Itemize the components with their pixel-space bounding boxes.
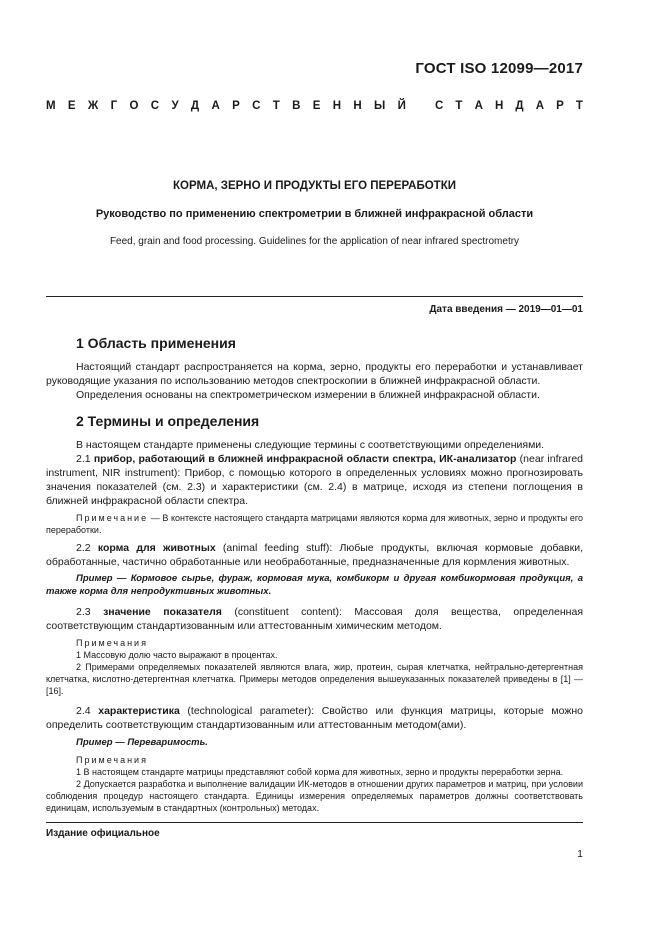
document-title-english: Feed, grain and food processing. Guidelines for the application of near infrared spectrometry	[109, 236, 520, 247]
banner-word-interstate	[46, 100, 406, 112]
document-body	[46, 334, 583, 814]
section-1-heading: 1 Область применения	[76, 335, 236, 351]
banner-letter: Ы	[374, 100, 386, 112]
term-number: 2.4	[76, 705, 91, 717]
banner-letter: М	[46, 100, 56, 112]
banner-letter: О	[129, 100, 139, 112]
example-2-4: Пример — Переваримость.	[76, 737, 208, 748]
banner-letter: Т	[272, 100, 280, 112]
banner-letter: Г	[110, 100, 118, 112]
term-definition: (near infrared instrument, NIR instrument): Прибор, с помощью которого в определенных условиях можно прогнозировать значения показателей (см. 2.3) и характеристики (см. 2.4) в матрице, исходя из степени поглощения в ближней инфракрасной области спектра.	[46, 453, 583, 507]
note-label: Примечание	[76, 513, 149, 523]
note-item: 2 Допускается разработка и выполнение валидации ИК-методов в отношении других параметров и матриц, при условии соблюдения процедур настоящего стандарта. Единицы измерения определяемых параметров должны соответствовать единицам, используемым в стандартных (контрольных) методах.	[46, 778, 583, 813]
banner-letter: С	[435, 100, 444, 112]
note-2-1	[46, 512, 583, 536]
term-definition: (animal feeding stuff): Любые продукты, включая кормовые добавки, обработанные, частично обработанные или необработанные, предназначенные для кормления животных.	[46, 542, 583, 568]
banner-letter: Н	[494, 100, 504, 112]
term-title: прибор, работающий в ближней инфракрасной области спектра, ИК-анализатор	[93, 453, 517, 465]
term-title: корма для животных	[97, 542, 216, 554]
section-1-paragraph: Настоящий стандарт распространяется на корма, зерно, продукты его переработки и устанавливает руководящие указания по использованию методов спектроскопии в ближней инфракрасной области.	[46, 361, 583, 387]
banner-letter: Р	[556, 100, 564, 112]
note-item: 1 Массовую долю часто выражают в процентах.	[76, 650, 278, 660]
banner-letter: Й	[397, 100, 406, 112]
section-1-paragraph: Определения основаны на спектрометрическом измерении в ближней инфракрасной области.	[76, 389, 540, 401]
banner-letter: Д	[515, 100, 524, 112]
banner-letter: В	[292, 100, 301, 112]
term-2-3	[46, 605, 583, 633]
introduction-date: Дата введения — 2019—01—01	[429, 304, 583, 315]
term-title: значение показателя	[103, 606, 222, 618]
banner-letter: А	[535, 100, 545, 112]
banner-letter: Д	[190, 100, 200, 112]
term-title: характеристика	[98, 705, 180, 717]
banner-letter: Н	[332, 100, 342, 112]
term-definition: (technological parameter): Свойство или функция матрицы, которые можно определить соответствующим стандартизованным или аттестованным методом(ами).	[46, 705, 583, 731]
notes-label: Примечания	[76, 754, 148, 765]
banner-letter: С	[150, 100, 160, 112]
edition-label: Издание официальное	[46, 828, 160, 839]
page-number: 1	[577, 848, 583, 860]
term-2-4	[46, 704, 583, 732]
section-2-intro: В настоящем стандарте применены следующие термины с соответствующими определениями.	[76, 439, 545, 451]
notes-2-4	[46, 754, 583, 814]
banner-letter: А	[474, 100, 483, 112]
top-divider	[46, 296, 583, 297]
example-2-2: Пример — Кормовое сырье, фураж, кормовая мука, комбикорм и другая комбикормовая продукция, а также корма для непродуктивных животных.	[46, 573, 583, 597]
banner-word-standard	[435, 100, 583, 112]
document-title: КОРМА, ЗЕРНО И ПРОДУКТЫ ЕГО ПЕРЕРАБОТКИ	[173, 180, 456, 192]
note-text	[46, 512, 583, 536]
banner-letter: Н	[353, 100, 362, 112]
banner-letter: Р	[232, 100, 240, 112]
banner-letter: С	[252, 100, 261, 112]
term-number: 2.1	[76, 453, 91, 465]
banner-letter: Т	[455, 100, 463, 112]
note-body: — В контексте настоящего стандарта матрицами являются корма для животных, зерно и продукты его переработки.	[46, 513, 583, 535]
banner-letter: Ж	[87, 100, 99, 112]
banner-letter: А	[211, 100, 220, 112]
term-2-2	[46, 541, 583, 569]
term-definition: (constituent content): Массовая доля вещества, определенная соответствующим стандартизованным или аттестованным химическим методом.	[46, 606, 584, 632]
banner-letter: У	[171, 100, 179, 112]
term-number: 2.3	[76, 606, 91, 618]
section-2-heading: 2 Термины и определения	[76, 413, 260, 429]
document-code: ГОСТ ISO 12099—2017	[415, 60, 583, 77]
term-2-1	[46, 452, 583, 508]
notes-label: Примечания	[76, 638, 148, 648]
note-item: 1 В настоящем стандарте матрицы представляют собой корма для животных, зерно и продукты переработки зерна.	[76, 766, 564, 777]
banner-letter: Т	[575, 100, 583, 112]
term-number: 2.2	[76, 542, 91, 554]
notes-2-3	[46, 637, 583, 697]
document-subtitle: Руководство по применению спектрометрии в ближней инфракрасной области	[95, 208, 534, 220]
interstate-standard-banner	[46, 100, 583, 112]
banner-letter: Е	[67, 100, 76, 112]
bottom-divider	[46, 822, 583, 823]
note-item: 2 Примерами определяемых показателей являются влага, жир, протеин, сырая клетчатка, нейтрально-детергентная клетчатка, кислотно-детергентная клетчатка. Примеры методов определения вышеуказанных показателей приведены в [1] — [16].	[46, 662, 583, 696]
banner-letter: Е	[312, 100, 321, 112]
